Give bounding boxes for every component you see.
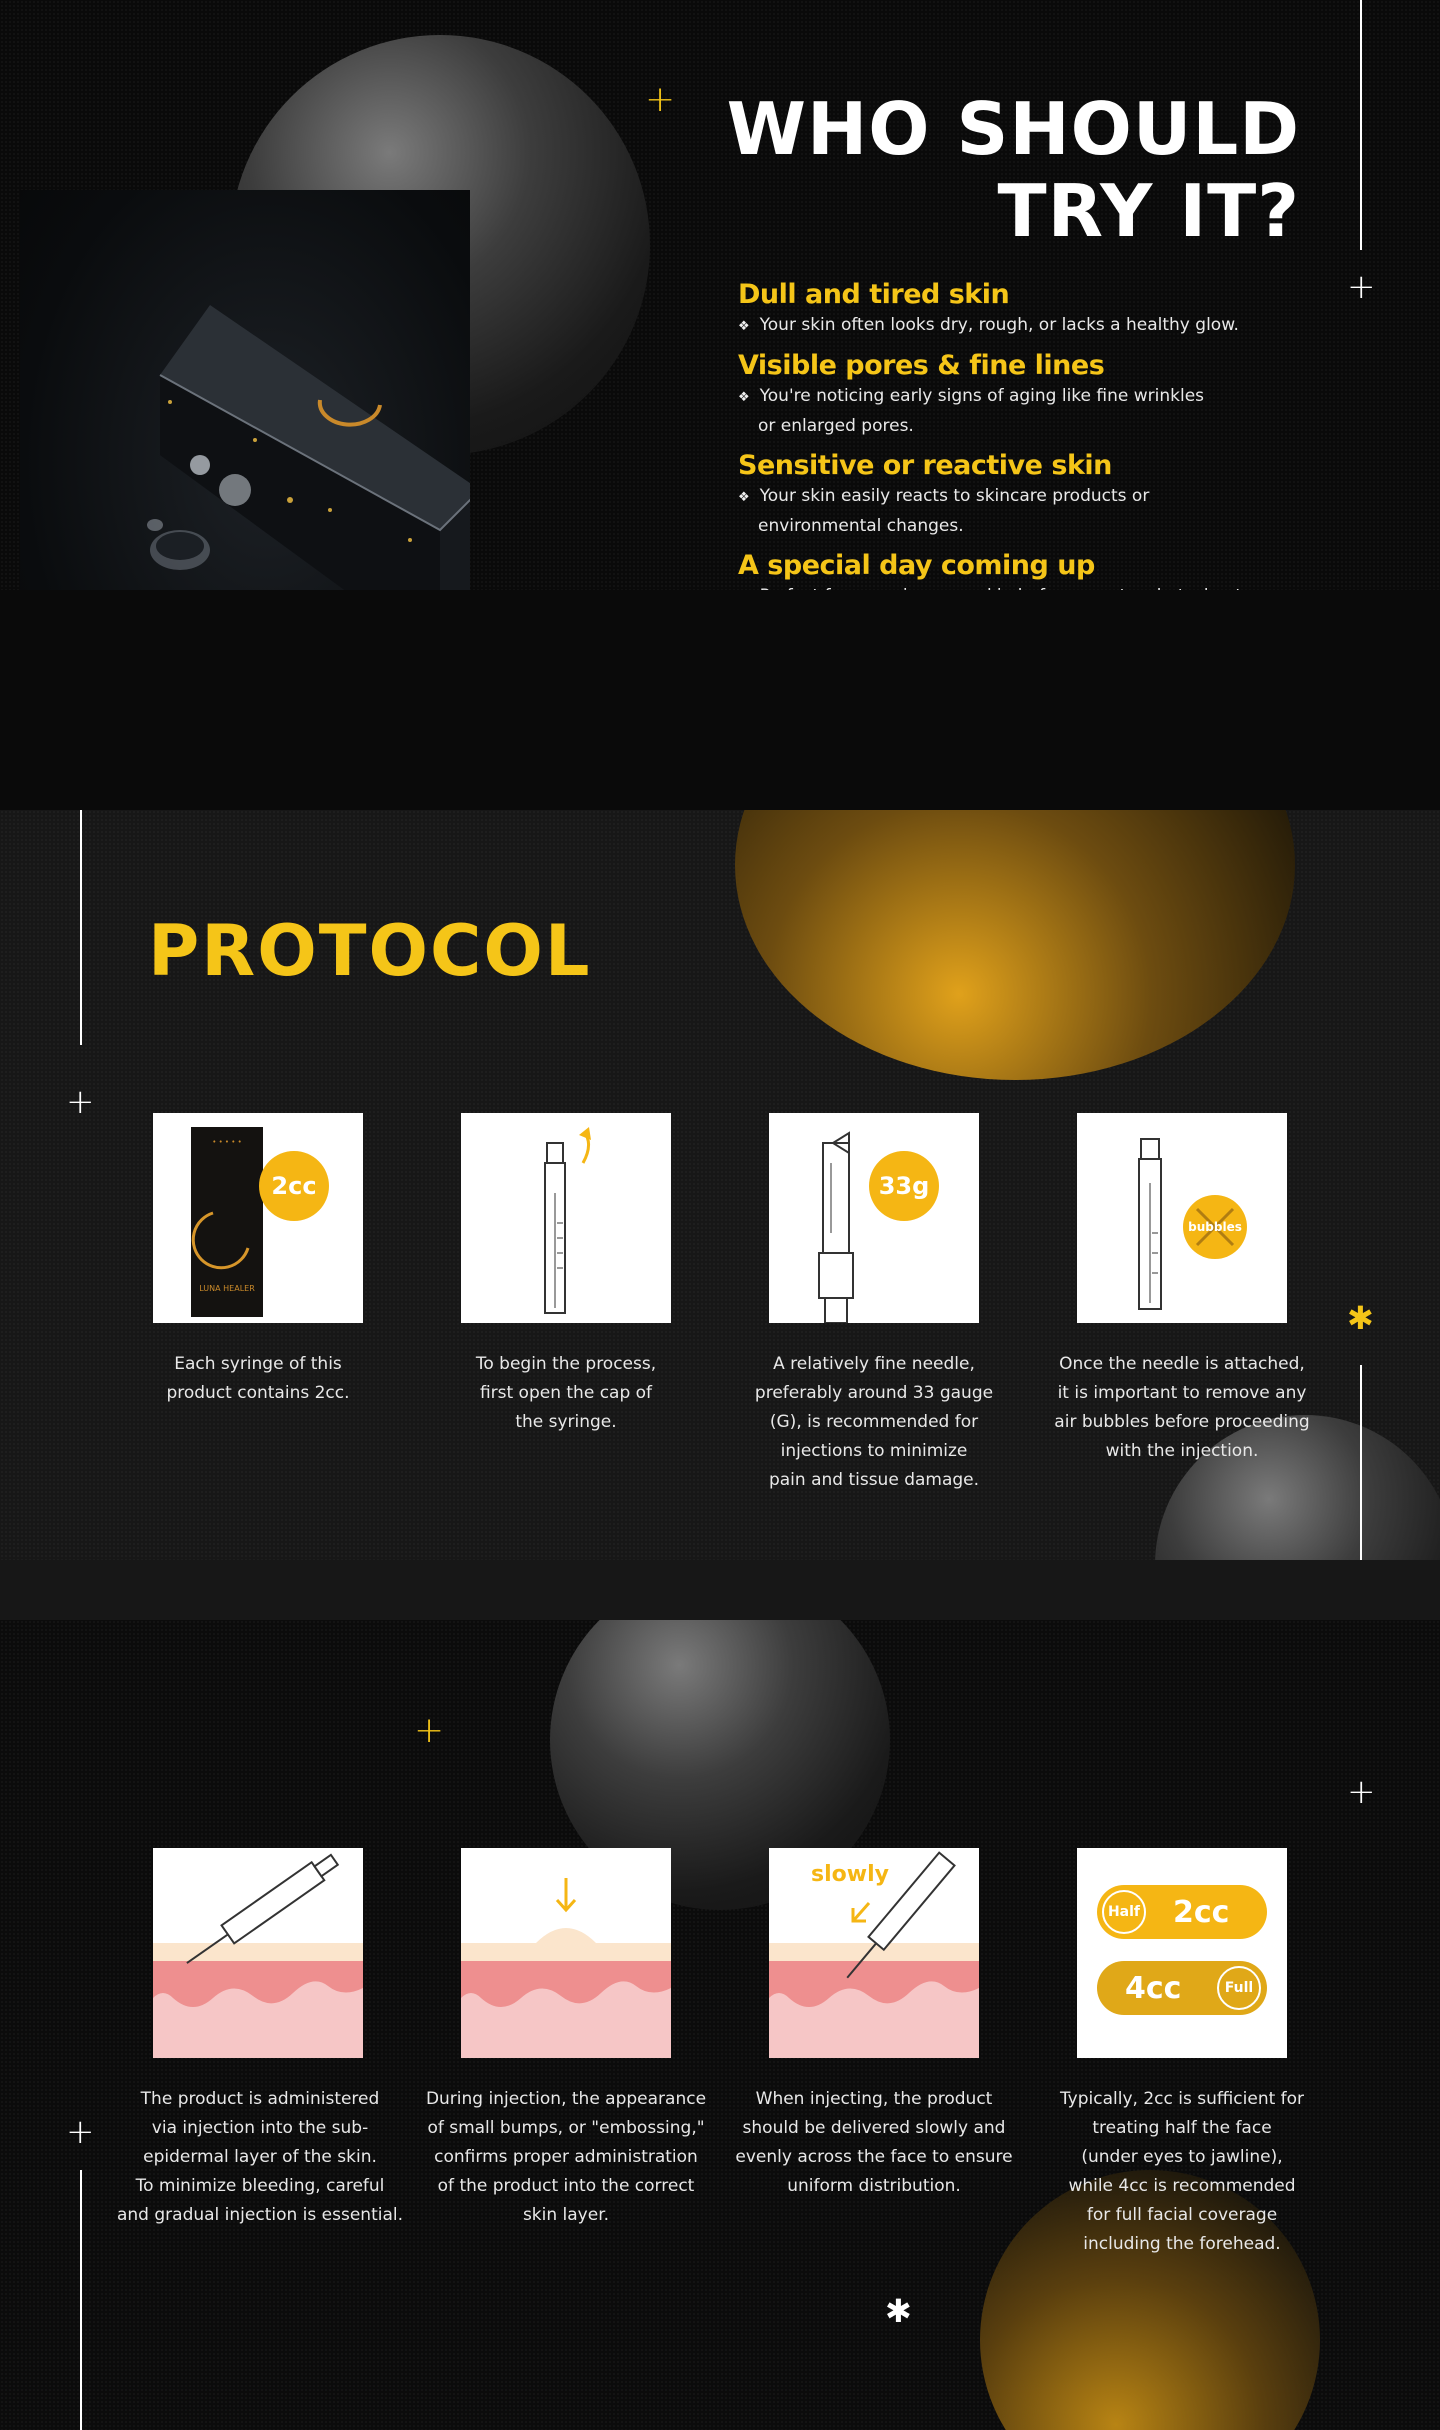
caption-line: injections to minimize (780, 1441, 968, 1461)
caption-line: To minimize bleeding, careful (135, 2176, 385, 2196)
step-caption (1037, 1350, 1327, 1466)
step-caption (436, 1350, 696, 1437)
criteria-line: or enlarged pores. (758, 416, 914, 436)
caption-line: air bubbles before proceeding (1054, 1412, 1310, 1432)
decorative-line (80, 2170, 82, 2430)
caption-line: of the product into the correct (437, 2176, 695, 2196)
caption-line: Each syringe of this (174, 1354, 342, 1374)
step-caption (110, 2085, 410, 2230)
caption-line: To begin the process, (475, 1354, 657, 1374)
caption-line: (under eyes to jawline), (1081, 2147, 1283, 2167)
syringe-cap-icon (461, 1113, 671, 1323)
criteria-heading: Sensitive or reactive skin (738, 450, 1112, 481)
asterisk-icon: ✱ (885, 2292, 912, 2330)
caption-line: When injecting, the product (755, 2089, 993, 2109)
skin-injection-icon (153, 1848, 363, 2058)
dosage-half-pill (1097, 1885, 1267, 1939)
caption-line: Typically, 2cc is sufficient for (1059, 2089, 1305, 2109)
step-card (1077, 1113, 1287, 1323)
step-caption (128, 1350, 388, 1408)
criteria-text (738, 482, 1378, 512)
skin-bump-icon (461, 1848, 671, 2058)
hero-title-line2: TRY IT? (997, 169, 1300, 253)
caption-line: (G), is recommended for (769, 1412, 979, 1432)
step-card (769, 1848, 979, 2058)
caption-line: with the injection. (1105, 1441, 1259, 1461)
syringe-icon (1077, 1113, 1287, 1323)
caption-line: the syringe. (515, 1412, 617, 1432)
criteria-text (738, 311, 1378, 341)
criteria-item (738, 279, 1378, 341)
caption-line: epidermal layer of the skin. (143, 2147, 377, 2167)
caption-line: During injection, the appearance (425, 2089, 707, 2109)
no-bubbles-icon (1183, 1195, 1247, 1259)
caption-line: product contains 2cc. (166, 1383, 350, 1403)
half-label: Half (1102, 1890, 1146, 1934)
caption-line: pain and tissue damage. (768, 1470, 980, 1490)
step-card (153, 1848, 363, 2058)
plus-icon: + (66, 1082, 95, 1122)
criteria-item (738, 350, 1378, 441)
product-box-icon (153, 1113, 363, 1323)
caption-line: skin layer. (522, 2205, 610, 2225)
caption-line: preferably around 33 gauge (754, 1383, 994, 1403)
bullet-icon: ❖ (738, 390, 750, 405)
step-caption (734, 1350, 1014, 1495)
box-brand-text: LUNA HEALER (199, 1284, 255, 1293)
step-card (1077, 1848, 1287, 2058)
caption-line: confirms proper administration (434, 2147, 698, 2167)
caption-line: uniform distribution. (787, 2176, 961, 2196)
criteria-line: You're noticing early signs of aging like fine wrinkles (759, 386, 1205, 406)
caption-line: for full facial coverage (1086, 2205, 1278, 2225)
hero-title (560, 88, 1300, 252)
plus-icon: + (1347, 1772, 1376, 1812)
svg-text:• • • • •: • • • • • (212, 1138, 242, 1146)
caption-line: first open the cap of (479, 1383, 653, 1403)
step-card (461, 1848, 671, 2058)
dosage-full-pill (1097, 1961, 1267, 2015)
caption-line: it is important to remove any (1057, 1383, 1307, 1403)
caption-line: of small bumps, or "embossing," (427, 2118, 705, 2138)
plus-icon: + (414, 1710, 445, 1751)
caption-line: Once the needle is attached, (1059, 1354, 1305, 1374)
step-card (769, 1113, 979, 1323)
decorative-line (1360, 0, 1362, 250)
needle-icon (769, 1113, 979, 1323)
hero-title-line1: WHO SHOULD (726, 87, 1300, 171)
badge-label: bubbles (1188, 1220, 1242, 1234)
step-badge: 33g (869, 1151, 939, 1221)
criteria-heading: Visible pores & fine lines (738, 350, 1105, 381)
criteria-heading: A special day coming up (738, 550, 1095, 581)
criteria-line: environmental changes. (758, 516, 964, 536)
caption-line: via injection into the sub- (151, 2118, 369, 2138)
slowly-label: slowly (811, 1862, 889, 1887)
caption-line: including the forehead. (1083, 2234, 1281, 2254)
criteria-heading: Dull and tired skin (738, 279, 1010, 310)
protocol-title: PROTOCOL (148, 910, 592, 992)
bullet-icon: ❖ (738, 490, 750, 505)
step-card (461, 1113, 671, 1323)
caption-line: A relatively fine needle, (773, 1354, 975, 1374)
orb-mask (0, 1560, 1440, 1620)
plus-icon: + (66, 2112, 95, 2152)
criteria-line: Your skin easily reacts to skincare products or (759, 486, 1150, 506)
caption-line: should be delivered slowly and (742, 2118, 1006, 2138)
step-caption (1032, 2085, 1332, 2259)
criteria-line: Your skin often looks dry, rough, or lacks a healthy glow. (759, 315, 1239, 335)
plus-icon: + (1347, 267, 1376, 307)
caption-line: evenly across the face to ensure (735, 2147, 1013, 2167)
step-card (153, 1113, 363, 1323)
caption-line: treating half the face (1092, 2118, 1272, 2138)
plus-icon: + (645, 79, 676, 120)
caption-line: and gradual injection is essential. (116, 2205, 403, 2225)
asterisk-icon: ✱ (1347, 1299, 1374, 1337)
criteria-item (738, 450, 1378, 541)
criteria-text (738, 382, 1378, 412)
step-caption (416, 2085, 716, 2230)
caption-line: while 4cc is recommended (1068, 2176, 1296, 2196)
step-caption (724, 2085, 1024, 2201)
half-value: 2cc (1173, 1895, 1230, 1930)
full-value: 4cc (1125, 1971, 1182, 2006)
bullet-icon: ❖ (738, 319, 750, 334)
orb-mask (0, 590, 1440, 810)
full-label: Full (1217, 1966, 1261, 2010)
caption-line: The product is administered (140, 2089, 380, 2109)
step-badge: 2cc (259, 1151, 329, 1221)
decorative-line (80, 810, 82, 1045)
